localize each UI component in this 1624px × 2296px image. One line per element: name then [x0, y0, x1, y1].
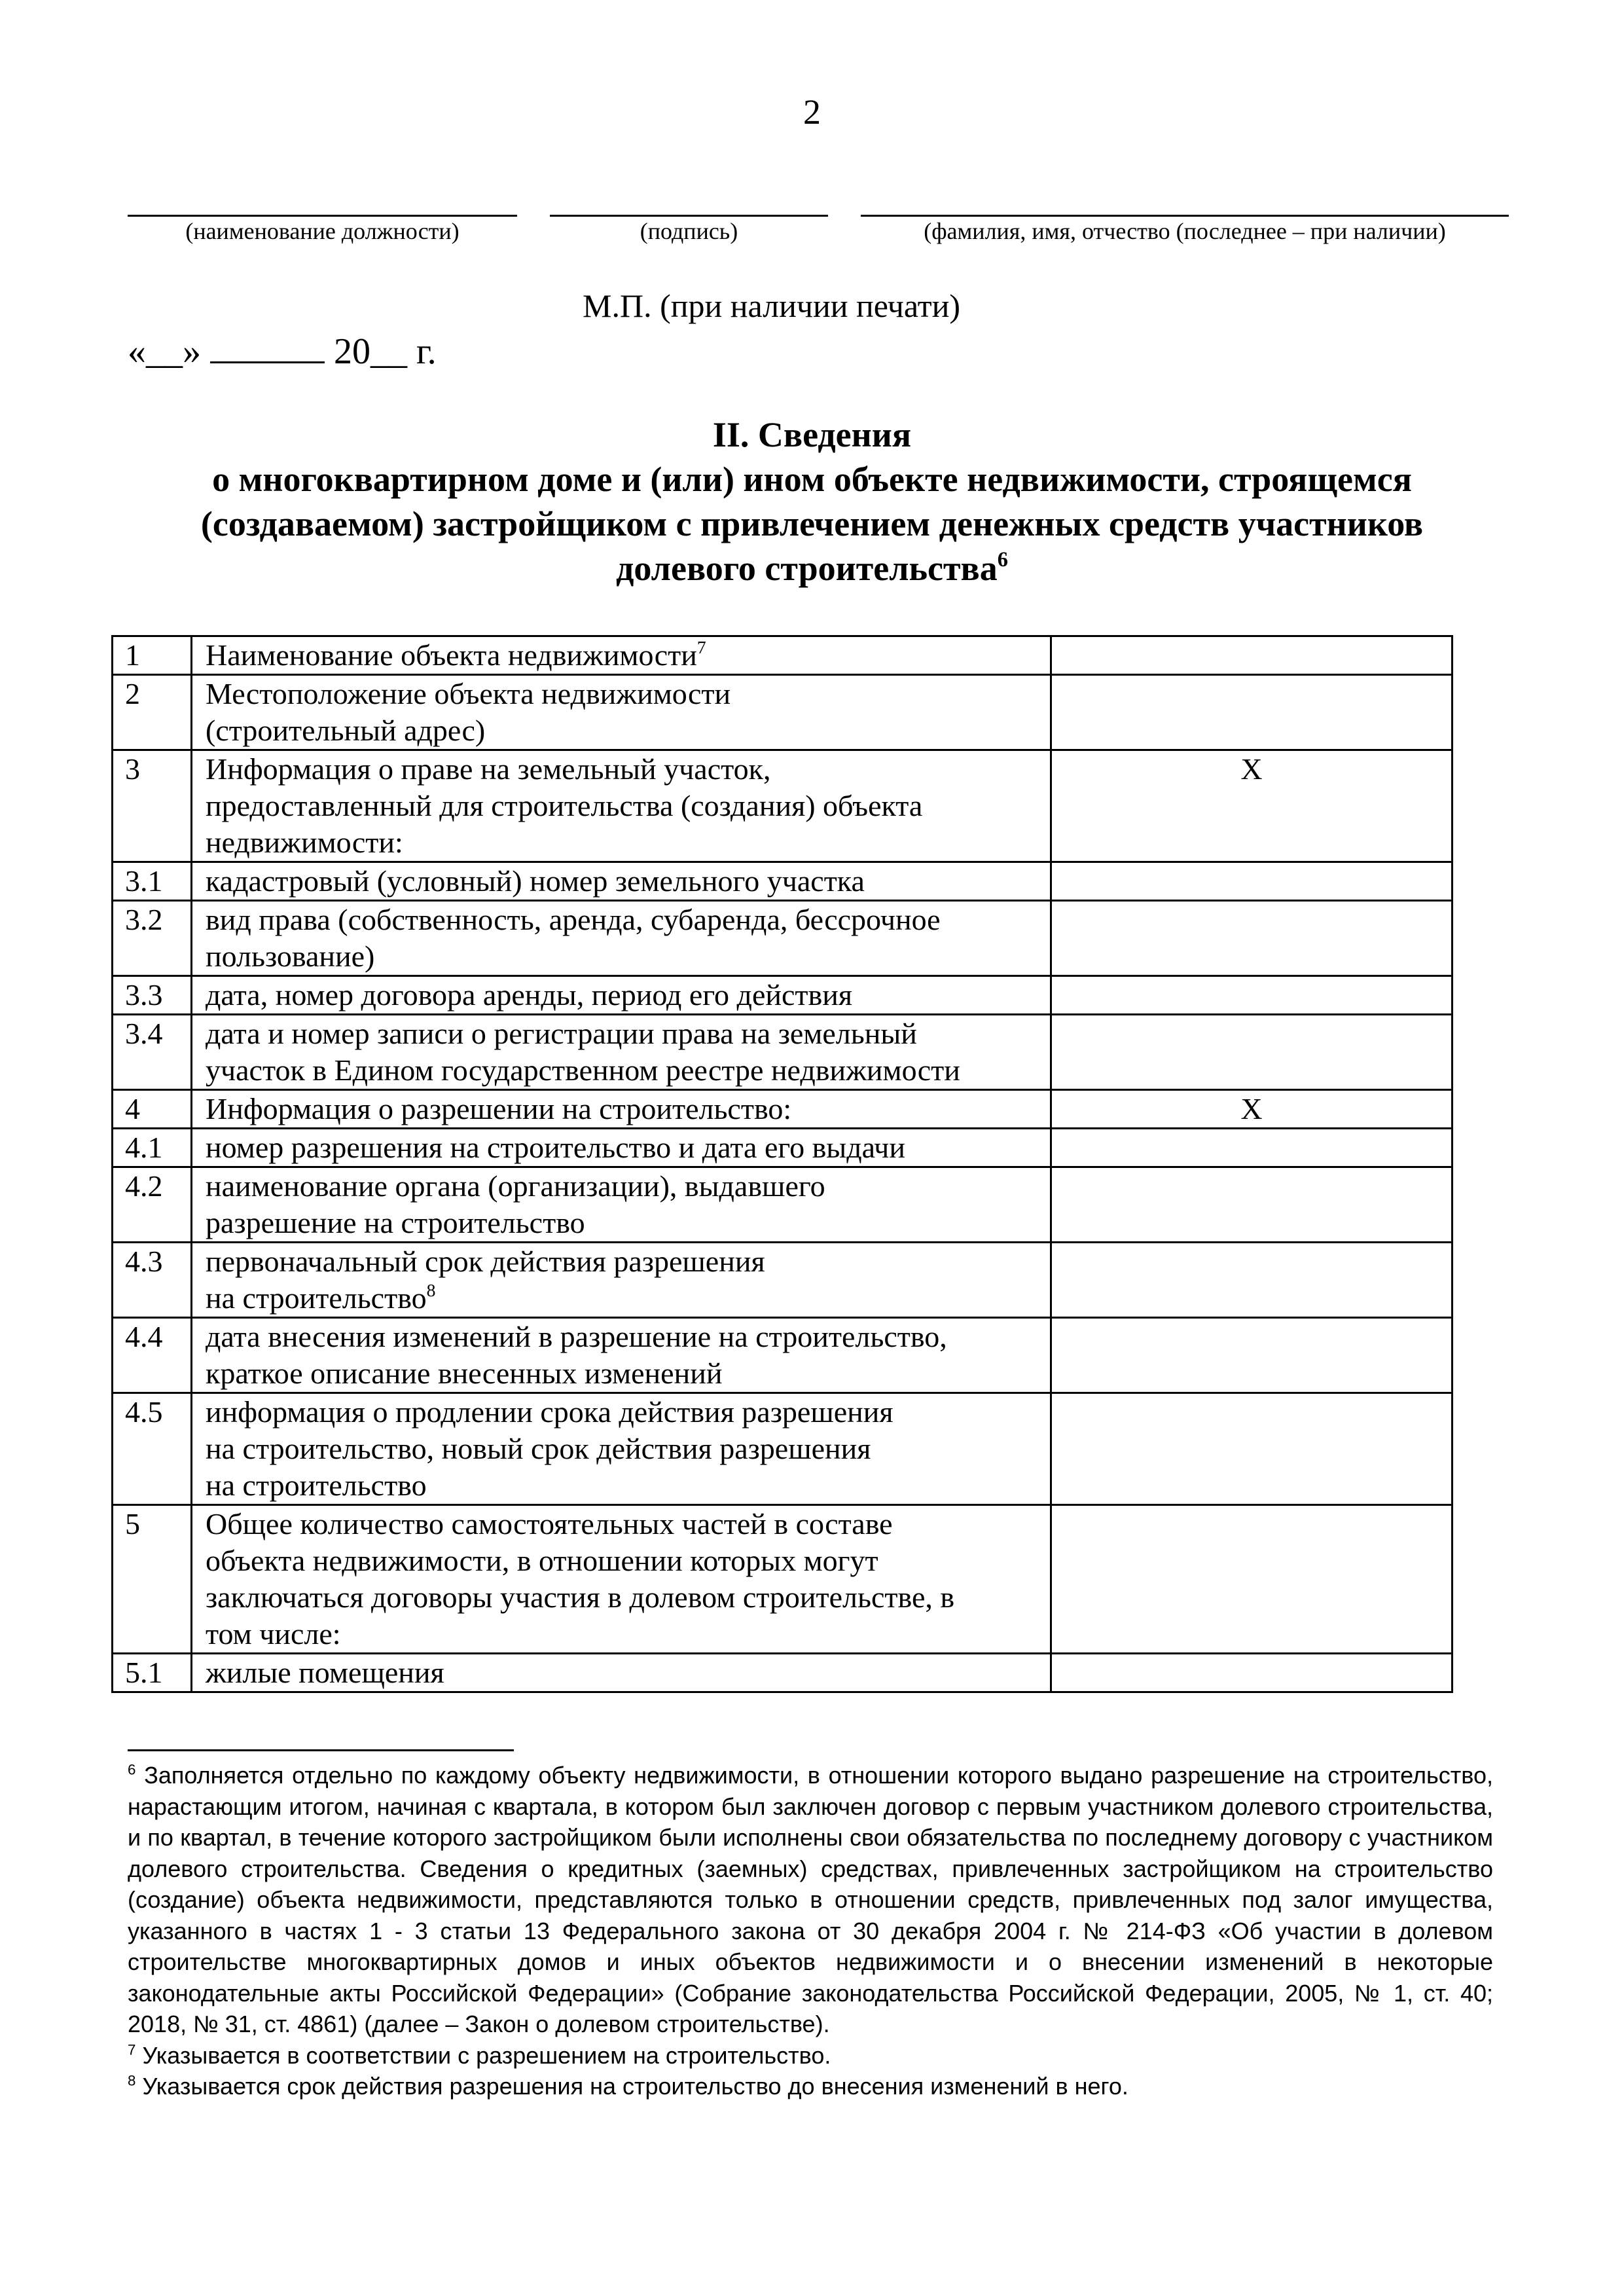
row-label	[192, 901, 1051, 976]
row-label-line	[206, 902, 1041, 938]
row-label	[192, 1129, 1051, 1167]
row-label	[192, 1167, 1051, 1243]
table-row	[113, 750, 1453, 862]
footnote-ref: 7	[696, 637, 706, 658]
row-label-text: вид права (собственность, аренда, субаренда, бессрочное	[206, 903, 941, 936]
row-number: 4.4	[113, 1318, 192, 1393]
row-label-text: объекта недвижимости, в отношении которых могут	[206, 1544, 878, 1577]
row-number: 4.3	[113, 1243, 192, 1318]
row-value[interactable]	[1051, 1243, 1453, 1318]
row-value[interactable]	[1051, 1654, 1453, 1692]
position-caption: (наименование должности)	[185, 218, 460, 244]
row-label-line	[206, 1542, 1041, 1579]
row-number: 3.1	[113, 862, 192, 901]
row-value[interactable]: X	[1051, 750, 1453, 862]
row-label-text: предоставленный для строительства (создания) объекта	[206, 789, 923, 822]
row-label-text: Местоположение объекта недвижимости	[206, 677, 731, 710]
table-row	[113, 636, 1453, 675]
footnote-ref: 8	[426, 1280, 436, 1301]
row-label-line	[206, 1506, 1041, 1542]
footnote-6-text: Заполняется отдельно по каждому объекту недвижимости, в отношении которого выдано разрешение на строительство, нарастающим итогом, начиная с квартала, в котором был заключен договор с первым участником долевого строительства, и по квартал, в течение которого застройщиком были исполнены свои обязательства по последнему договору с участником долевого строительства. Сведения о кредитных (заемных) средствах, привлеченных застройщиком на строительство (создание) объекта недвижимости, представляются только в отношении средств, привлеченных под залог имущества, указанного в частях 1 - 3 статьи 13 Федерального закона от 30 декабря 2004 г. № 214-ФЗ «Об участии в долевом строительстве многоквартирных домов и иных объектов недвижимости и о внесении изменений в некоторые законодательные акты Российской Федерации» (Собрание законодательства Российской Федерации, 2005, № 1, ст. 40; 2018, № 31, ст. 4861) (далее – Закон о долевом строительстве).	[128, 1762, 1493, 2037]
row-label-line	[206, 788, 1041, 824]
footnote-6-mark: 6	[128, 1761, 136, 1778]
row-label-line	[206, 1015, 1041, 1052]
row-value[interactable]	[1051, 675, 1453, 750]
row-label-text: информация о продлении срока действия разрешения	[206, 1395, 893, 1429]
footnote-7-text: Указывается в соответствии с разрешением на строительство.	[142, 2041, 831, 2069]
row-label-text: номер разрешения на строительство и дата его выдачи	[206, 1131, 905, 1164]
row-label-text: краткое описание внесенных изменений	[206, 1357, 723, 1390]
row-label-line	[206, 1205, 1041, 1241]
table-row	[113, 1167, 1453, 1243]
row-value[interactable]: X	[1051, 1090, 1453, 1129]
table-row	[113, 862, 1453, 901]
footnote-8-text: Указывается срок действия разрешения на строительство до внесения изменений в него.	[142, 2073, 1128, 2100]
row-label-line	[206, 1616, 1041, 1652]
row-label-text: разрешение на строительство	[206, 1206, 585, 1239]
row-label-text: пользование)	[206, 939, 375, 973]
table-row	[113, 901, 1453, 976]
row-label-text: Наименование объекта недвижимости	[206, 638, 697, 672]
row-label-line	[206, 637, 1041, 674]
row-value[interactable]	[1051, 862, 1453, 901]
row-number: 4	[113, 1090, 192, 1129]
row-label-text: дата и номер записи о регистрации права на земельный	[206, 1017, 917, 1050]
row-label-text: дата внесения изменений в разрешение на строительство,	[206, 1320, 947, 1353]
footnote-6	[128, 1760, 1493, 2040]
row-value[interactable]	[1051, 1167, 1453, 1243]
row-label-line	[206, 751, 1041, 788]
row-label-line	[206, 977, 1041, 1013]
row-number: 4.5	[113, 1393, 192, 1505]
row-label-text: том числе:	[206, 1617, 341, 1650]
row-number: 3.4	[113, 1015, 192, 1090]
row-label-text: кадастровый (условный) номер земельного участка	[206, 864, 865, 898]
page-number: 2	[803, 92, 821, 132]
row-value[interactable]	[1051, 901, 1453, 976]
row-label-text: на строительство, новый срок действия разрешения	[206, 1432, 871, 1465]
row-number: 4.1	[113, 1129, 192, 1167]
row-label-line	[206, 1280, 1041, 1317]
signature-caption: (подпись)	[640, 218, 738, 244]
row-label	[192, 1505, 1051, 1654]
table-row	[113, 1129, 1453, 1167]
section-title-footnote-ref: 6	[997, 547, 1008, 572]
stamp-note: М.П. (при наличии печати)	[583, 287, 961, 324]
row-label	[192, 1015, 1051, 1090]
row-number: 2	[113, 675, 192, 750]
row-label-line	[206, 676, 1041, 712]
position-line	[128, 215, 517, 217]
row-label-text: (строительный адрес)	[206, 714, 486, 747]
row-label	[192, 1243, 1051, 1318]
row-label-line	[206, 1355, 1041, 1392]
row-label-text: на строительство	[206, 1281, 427, 1315]
row-label	[192, 1654, 1051, 1692]
footnote-8	[128, 2071, 1493, 2102]
date-month-blank	[210, 335, 325, 363]
name-caption: (фамилия, имя, отчество (последнее – при наличии)	[924, 218, 1446, 244]
row-label-line	[206, 1654, 1041, 1691]
row-label-text: заключаться договоры участия в долевом строительстве, в	[206, 1580, 955, 1614]
table-row	[113, 1393, 1453, 1505]
table-row	[113, 1090, 1453, 1129]
row-label-line	[206, 1091, 1041, 1127]
row-value[interactable]	[1051, 1318, 1453, 1393]
table-row	[113, 675, 1453, 750]
row-label	[192, 750, 1051, 862]
row-label	[192, 976, 1051, 1015]
section-title	[0, 412, 1624, 591]
object-info-table	[111, 635, 1453, 1693]
row-number: 5.1	[113, 1654, 192, 1692]
row-label	[192, 862, 1051, 901]
row-number: 3.2	[113, 901, 192, 976]
row-value[interactable]	[1051, 1505, 1453, 1654]
row-label-text: недвижимости:	[206, 826, 403, 859]
row-number: 1	[113, 636, 192, 675]
row-label	[192, 1090, 1051, 1129]
row-label-line	[206, 1243, 1041, 1280]
row-label-line	[206, 1168, 1041, 1205]
row-label-text: дата, номер договора аренды, период его действия	[206, 978, 853, 1011]
row-label-text: участок в Едином государственном реестре недвижимости	[206, 1053, 960, 1087]
date-day: «__»	[128, 331, 210, 372]
row-label-line	[206, 1579, 1041, 1616]
row-label-text: на строительство	[206, 1468, 427, 1502]
row-label-text: Общее количество самостоятельных частей в составе	[206, 1507, 893, 1540]
row-label-line	[206, 1129, 1041, 1166]
footnote-7	[128, 2040, 1493, 2071]
table-row	[113, 1318, 1453, 1393]
row-number: 4.2	[113, 1167, 192, 1243]
row-label-text: жилые помещения	[206, 1656, 444, 1689]
footnote-8-mark: 8	[128, 2072, 136, 2089]
name-line	[861, 215, 1509, 217]
row-label	[192, 636, 1051, 675]
row-label-line	[206, 824, 1041, 861]
footnote-7-mark: 7	[128, 2041, 136, 2058]
row-label-text: наименование органа (организации), выдавшего	[206, 1169, 825, 1203]
row-value[interactable]	[1051, 1129, 1453, 1167]
row-label-line	[206, 712, 1041, 749]
row-number: 3.3	[113, 976, 192, 1015]
table-row	[113, 1505, 1453, 1654]
row-value[interactable]	[1051, 1393, 1453, 1505]
table-row	[113, 1654, 1453, 1692]
table-row	[113, 1015, 1453, 1090]
section-title-line4-text: долевого строительства	[616, 549, 998, 588]
footnotes	[128, 1760, 1493, 2102]
row-value[interactable]	[1051, 976, 1453, 1015]
object-info-table-body	[113, 636, 1453, 1692]
row-label-line	[206, 1319, 1041, 1355]
row-label	[192, 1393, 1051, 1505]
row-label-text: Информация о разрешении на строительство:	[206, 1092, 792, 1125]
row-label-line	[206, 938, 1041, 975]
date-year: 20__ г.	[325, 331, 437, 372]
row-label-text: Информация о праве на земельный участок,	[206, 752, 771, 786]
row-value[interactable]	[1051, 636, 1453, 675]
row-label-line	[206, 1467, 1041, 1504]
signature-line	[550, 215, 828, 217]
section-title-line1: II. Сведения	[712, 415, 912, 454]
row-label-line	[206, 1052, 1041, 1089]
row-label	[192, 675, 1051, 750]
row-label-line	[206, 863, 1041, 900]
table-row	[113, 1243, 1453, 1318]
row-label	[192, 1318, 1051, 1393]
section-title-line3: (создаваемом) застройщиком с привлечением денежных средств участников	[200, 504, 1424, 543]
row-number: 5	[113, 1505, 192, 1654]
row-value[interactable]	[1051, 1015, 1453, 1090]
row-label-line	[206, 1394, 1041, 1430]
row-number: 3	[113, 750, 192, 862]
row-label-text: первоначальный срок действия разрешения	[206, 1245, 765, 1278]
row-label-line	[206, 1430, 1041, 1467]
footnote-separator	[128, 1749, 514, 1751]
table-row	[113, 976, 1453, 1015]
section-title-line2: о многоквартирном доме и (или) ином объекте недвижимости, строящемся	[212, 460, 1412, 499]
date-line	[128, 331, 437, 373]
section-title-line4	[0, 546, 1624, 591]
